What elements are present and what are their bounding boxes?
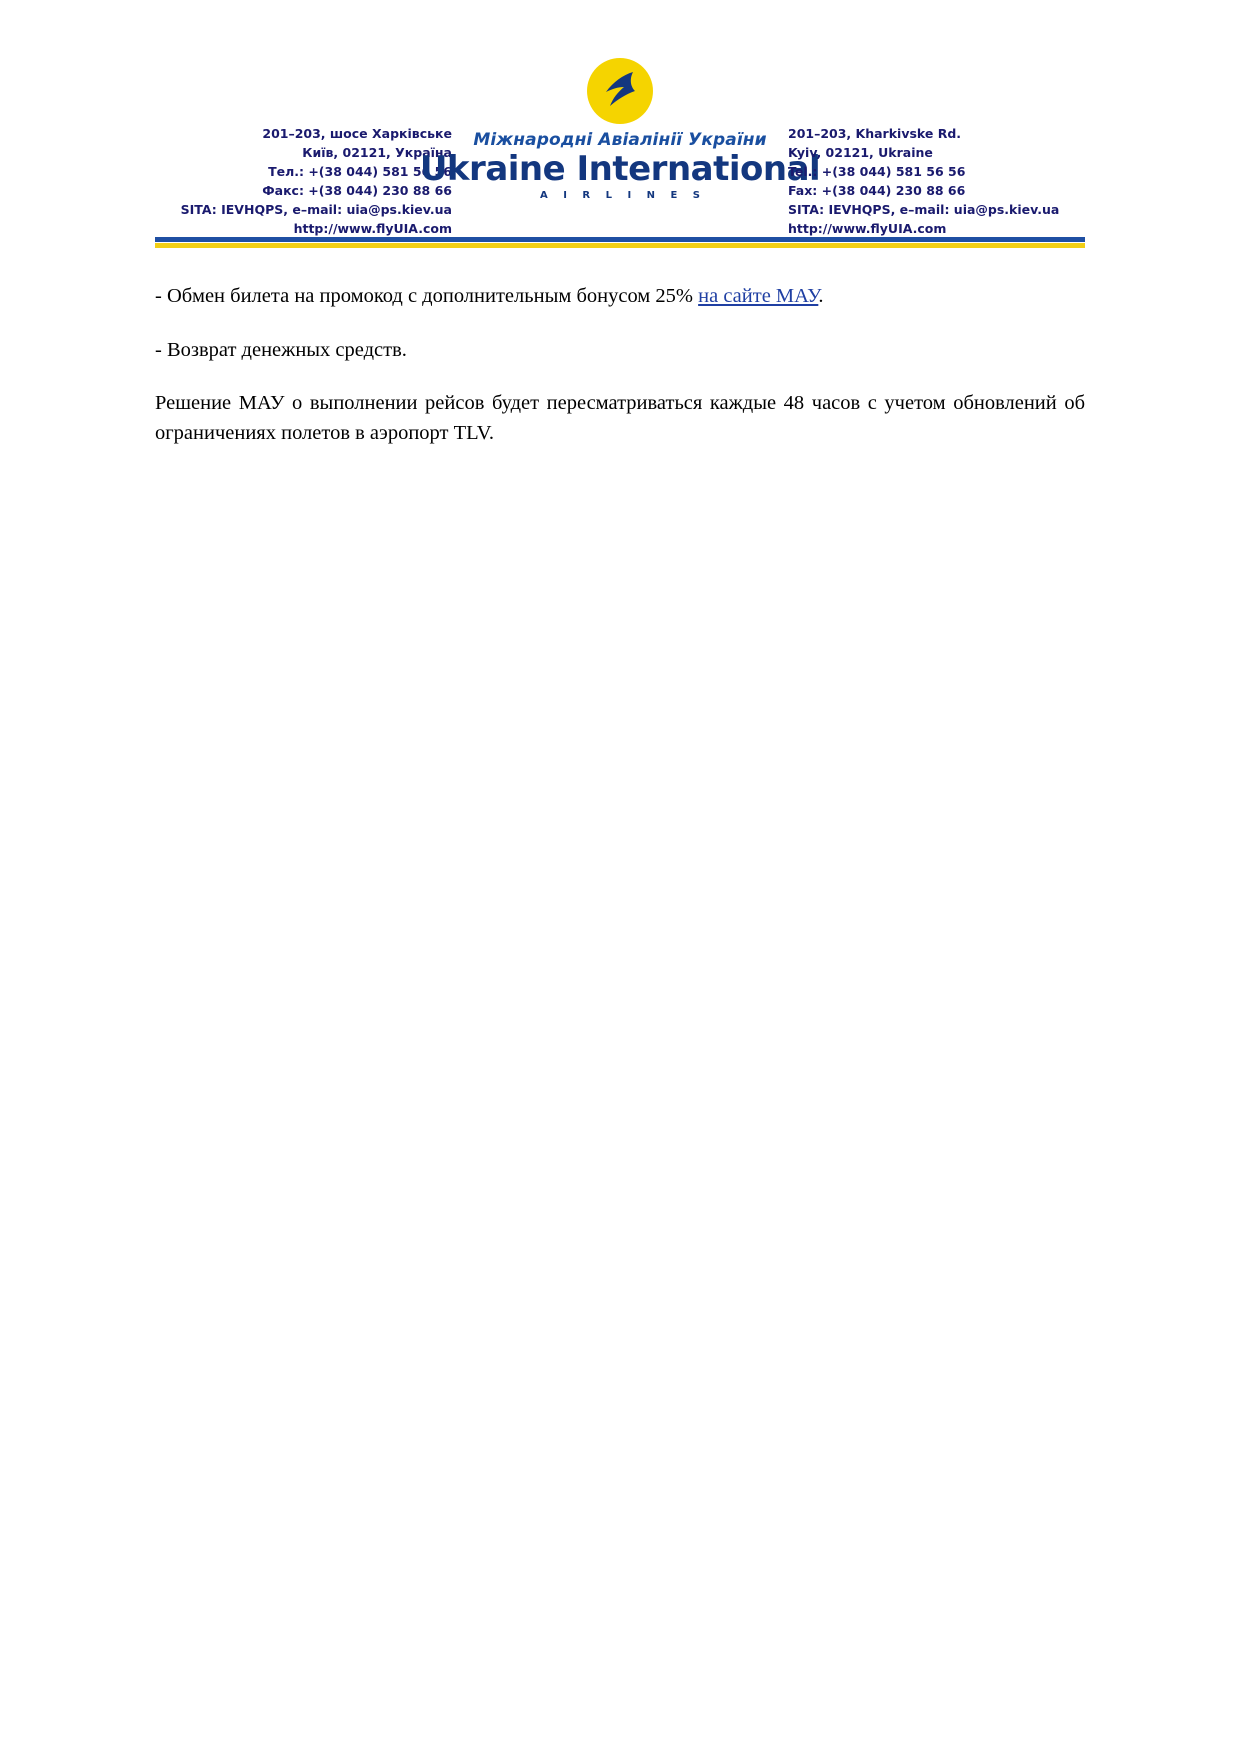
divider-blue-bar bbox=[155, 237, 1085, 242]
company-logo bbox=[419, 58, 821, 201]
logo-company-name: Ukraine International bbox=[419, 149, 821, 189]
address-line: Tel.: +(38 044) 581 56 56 bbox=[788, 164, 966, 179]
header-divider bbox=[155, 237, 1085, 248]
address-line: Fax: +(38 044) 230 88 66 bbox=[788, 183, 966, 198]
uia-website-link[interactable]: на сайте МАУ bbox=[698, 285, 819, 307]
bullet-text-before-link: - Обмен билета на промокод с дополнительным бонусом 25% bbox=[155, 285, 699, 307]
bullet-text-after-link: . bbox=[818, 285, 824, 307]
address-line: Тел.: +(38 044) 581 56 56 bbox=[268, 164, 452, 179]
address-block-english bbox=[788, 58, 1068, 238]
address-line: 201–203, шосе Харківське bbox=[262, 126, 452, 141]
address-line: http://www.flyUIA.com bbox=[293, 221, 452, 236]
document-body bbox=[155, 282, 1085, 471]
address-line: Київ, 02121, Україна bbox=[302, 145, 452, 160]
address-block-ukrainian bbox=[172, 58, 452, 238]
paragraph-review-policy: Решение МАУ о выполнении рейсов будет пересматриваться каждые 48 часов с учетом обновлений об ограничениях полетов в аэропорт TLV. bbox=[155, 392, 1085, 445]
address-line: Kyiv, 02121, Ukraine bbox=[788, 145, 933, 160]
logo-subtitle: A I R L I N E S bbox=[539, 189, 707, 201]
bullet-item-exchange bbox=[155, 282, 1085, 312]
uia-bird-logo-icon bbox=[587, 58, 653, 124]
address-line: SITA: IEVHQPS, e–mail: uia@ps.kiev.ua bbox=[788, 202, 1060, 217]
address-line: http://www.flyUIA.com bbox=[788, 221, 947, 236]
divider-yellow-bar bbox=[155, 243, 1085, 248]
letterhead bbox=[172, 58, 1068, 236]
address-line: 201–203, Kharkivske Rd. bbox=[788, 126, 962, 141]
logo-tagline-uk: Міжнародні Авіалінії України bbox=[473, 130, 767, 150]
address-line: Факс: +(38 044) 230 88 66 bbox=[262, 183, 452, 198]
address-line: SITA: IEVHQPS, e–mail: uia@ps.kiev.ua bbox=[180, 202, 452, 217]
bullet-item-refund: - Возврат денежных средств. bbox=[155, 338, 407, 361]
